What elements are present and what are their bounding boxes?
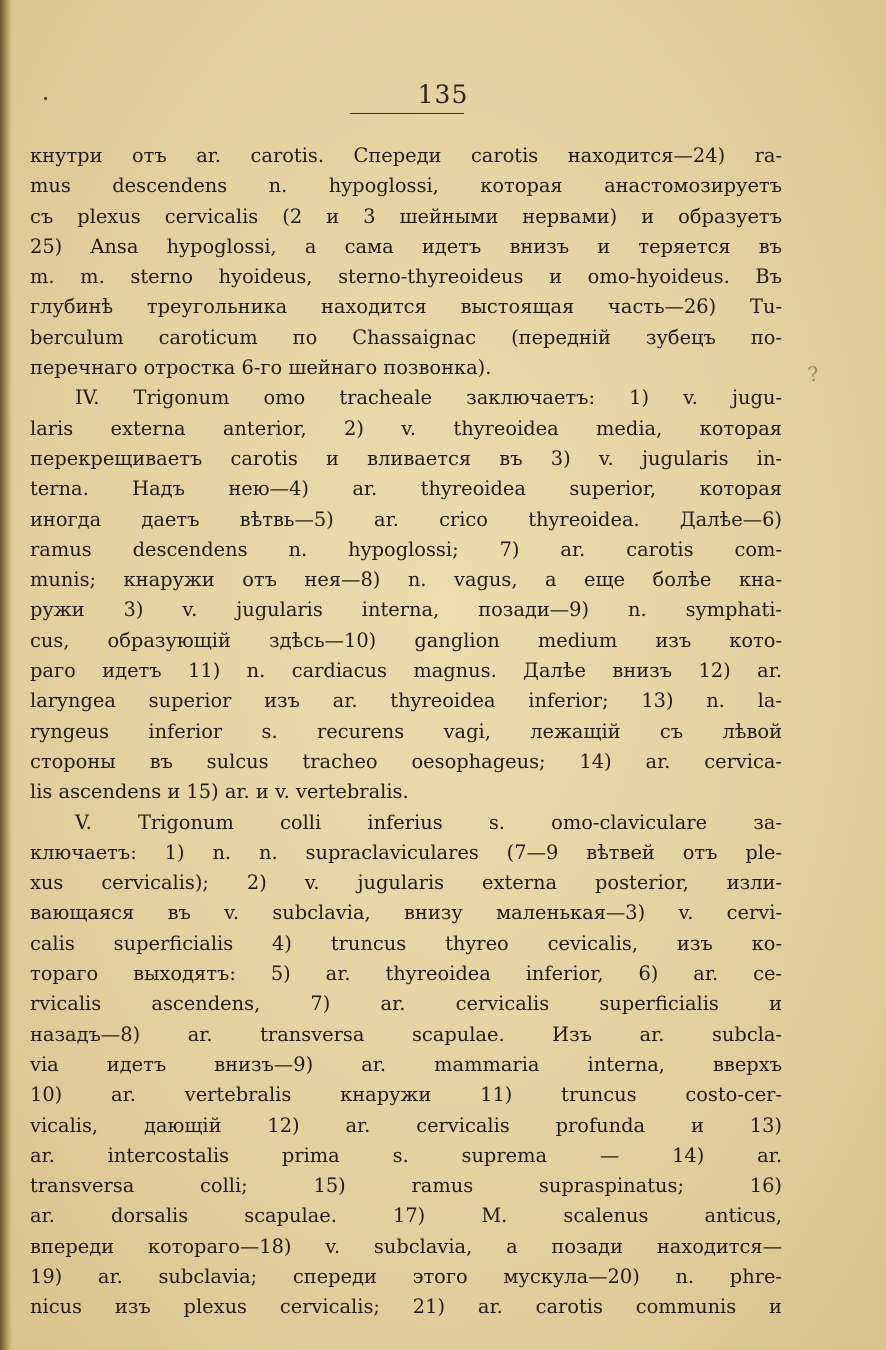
text-line: стороны въ sulcus tracheo oesophageus; 14) ar. cervica- [30,749,782,773]
text-line: xus cervicalis); 2) v. jugularis externa posterior, изли- [30,871,782,895]
text-line: transversa colli; 15) ramus supraspinatus; 16) [30,1174,782,1198]
text-line: перечнаго отростка 6-го шейнаго позвонка). [30,356,492,380]
page-spine-shadow [0,0,12,1350]
text-line: mus descendens n. hypoglossi, которая анастомозируетъ [30,174,782,198]
text-line: тораго выходятъ: 5) ar. thyreoidea inferior, 6) ar. ce- [30,962,782,986]
text-line: съ plexus cervicalis (2 и 3 шейными нервами) и образуетъ [30,204,782,228]
text-line: 19) ar. subclavia; спереди этого мускула—20) n. phre- [30,1264,782,1288]
text-line: nicus изъ plexus cervicalis; 21) ar. carotis communis и [30,1295,782,1319]
text-line: ar. intercostalis prima s. suprema — 14) ar. [30,1143,782,1167]
text-line: вающаяся въ v. subclavia, внизу маленькая—3) v. cervi- [30,901,782,925]
header-rule [350,113,464,114]
text-line: глубинѣ треугольника находится выстоящая часть—26) Tu- [30,295,782,319]
text-line: ryngeus inferior s. recurens vagi, лежащiй съ лѣвой [30,719,782,743]
text-line: terna. Надъ нею—4) ar. thyreoidea superior, которая [30,477,782,501]
section-heading-line: IV. Trigonum omo tracheale заключаетъ: 1) v. jugu- [75,386,782,410]
text-line: кнутри отъ ar. carotis. Спереди carotis находится—24) ra- [30,144,782,167]
text-line: calis superficialis 4) truncus thyreo cevicalis, изъ ко- [30,931,782,955]
text-line: впереди котораго—18) v. subclavia, а позади находится— [30,1234,782,1258]
text-line: munis; кнаружи отъ нея—8) n. vagus, а еще болѣе кна- [30,568,782,592]
text-line: ramus descendens n. hypoglossi; 7) ar. carotis com- [30,537,782,561]
text-line: cus, образующiй здѣсь—10) ganglion medium изъ кото- [30,628,782,652]
text-line: m. m. sterno hyoideus, sterno-thyreoideus и omo-hyoideus. Въ [30,265,782,289]
text-line: berculum caroticum по Chassaignac (переднiй зубецъ по- [30,325,782,349]
text-line: 25) Ansa hypoglossi, а сама идетъ внизъ и теряется въ [30,234,782,258]
body-text [30,141,782,1323]
text-line: раго идетъ 11) n. cardiacus magnus. Далѣе внизъ 12) ar. [30,659,782,683]
text-line: rvicalis ascendens, 7) ar. cervicalis superficialis и [30,992,782,1016]
text-line: vicalis, дающiй 12) ar. cervicalis profunda и 13) [30,1113,782,1137]
text-line: назадъ—8) ar. transversa scapulae. Изъ ar. subcla- [30,1022,782,1046]
text-line: lis ascendens и 15) ar. и v. vertebralis. [30,780,409,804]
text-line: ружи 3) v. jugularis interna, позади—9) n. symphati- [30,598,782,622]
handwritten-margin-note: ? [806,361,821,387]
text-line: ar. dorsalis scapulae. 17) M. scalenus anticus, [30,1204,782,1228]
section-heading-line: V. Trigonum colli inferius s. omo-claviculare за- [75,810,782,834]
page-number: 135 [417,80,469,109]
text-line: ключаетъ: 1) n. n. supraclaviculares (7—9 вѣтвей отъ ple- [30,840,782,864]
text-line: laris externa anterior, 2) v. thyreoidea media, которая [30,416,782,440]
text-line: перекрещиваетъ carotis и вливается въ 3) v. jugularis in- [30,446,782,470]
text-line: иногда даетъ вѣтвь—5) ar. crico thyreoidea. Далѣе—6) [30,507,782,531]
text-line: laryngea superior изъ ar. thyreoidea inferior; 13) n. la- [30,689,782,713]
text-line: via идетъ внизъ—9) ar. mammaria interna, вверхъ [30,1052,782,1076]
text-line: 10) ar. vertebralis кнаружи 11) truncus costo-cer- [30,1083,782,1107]
